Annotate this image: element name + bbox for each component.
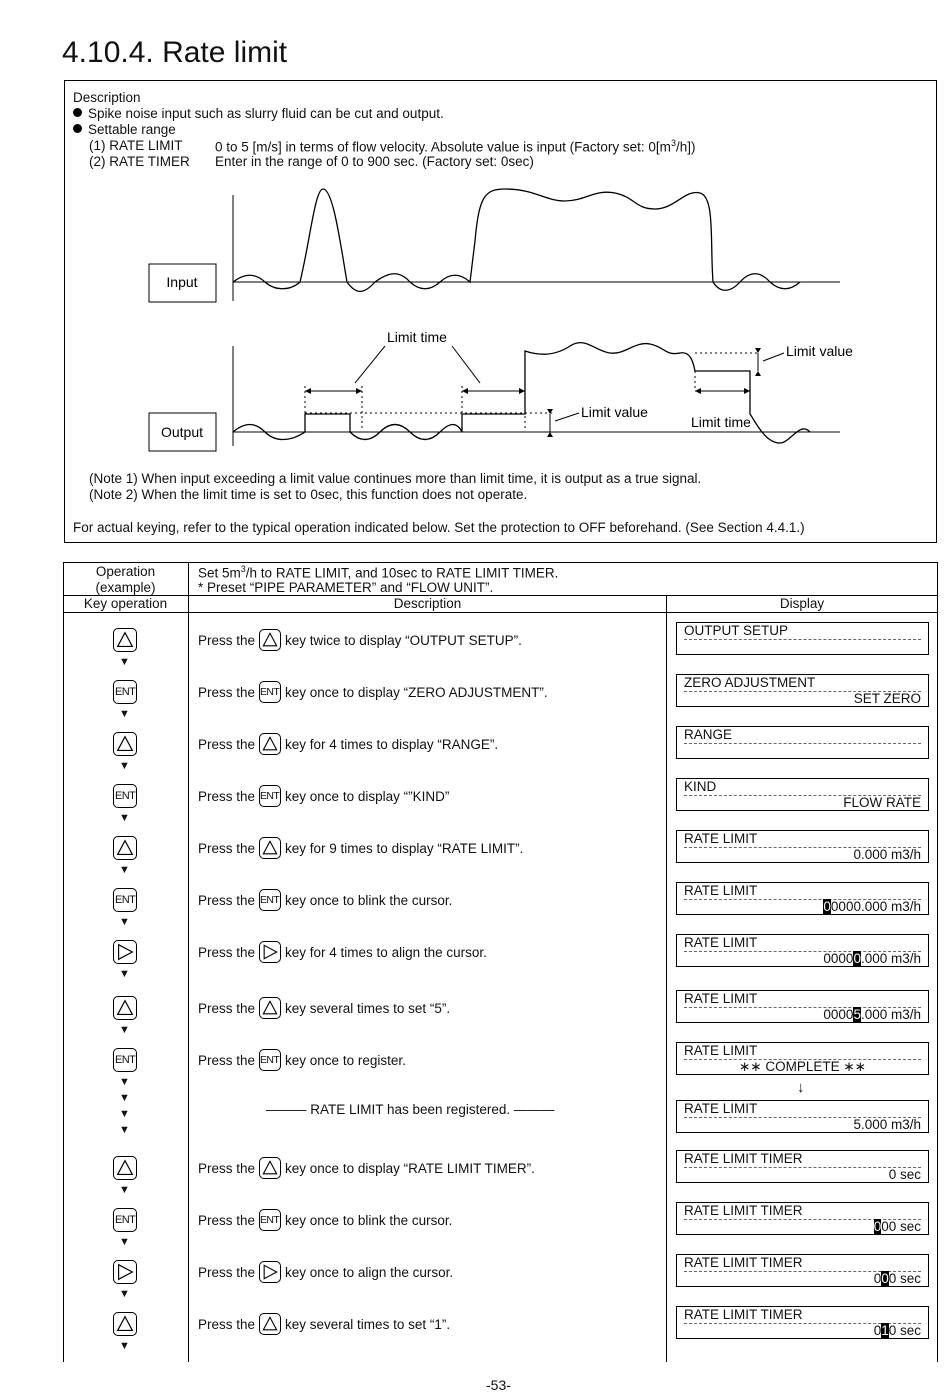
page-number: -53- (486, 1377, 511, 1393)
leader-line (763, 353, 784, 361)
step-arrow-icon: ▼ (119, 1024, 130, 1036)
limit-time-label: Limit time (387, 329, 447, 345)
limit-value-label: Limit value (581, 404, 648, 420)
cursor: 0 (881, 1271, 889, 1286)
lcd-display (676, 1100, 929, 1133)
step-description: Press the key twice to display “OUTPUT SETUP”. (198, 628, 522, 652)
page-title: 4.10.4. Rate limit (62, 36, 288, 69)
preset-text: * Preset “PIPE PARAMETER” and “FLOW UNIT”. (198, 580, 494, 595)
up-arrow-key-icon (259, 629, 281, 651)
step-arrow-icon: ▼ (119, 1124, 130, 1136)
bullet-icon (73, 108, 82, 117)
cursor: 0 (823, 899, 831, 914)
lcd-display (676, 1306, 929, 1339)
cursor: 5 (853, 1007, 861, 1022)
step-arrow-icon: ▼ (119, 916, 130, 928)
step-description: Press the key once to align the cursor. (198, 1260, 453, 1284)
step-description: Press the key several times to set “5”. (198, 996, 450, 1020)
display-line-1: RATE LIMIT (684, 1101, 921, 1118)
display-line-1: KIND (684, 779, 921, 796)
leader-line (452, 346, 480, 383)
step-description: Press the ENT key once to display “”KIND” (198, 784, 449, 808)
step-arrow-icon: ▼ (119, 864, 130, 876)
note-2: (Note 2) When the limit time is set to 0sec, this function does not operate. (89, 487, 528, 502)
display-line-2: 0.000 m3/h (853, 847, 921, 862)
up-arrow-key-icon (113, 1156, 137, 1180)
step-description: Press the ENT key once to blink the cursor. (198, 1208, 452, 1232)
display-line-2: FLOW RATE (843, 795, 921, 810)
up-arrow-key-icon (113, 732, 137, 756)
registered-note: ——— RATE LIMIT has been registered. ——— (266, 1102, 555, 1117)
col-key-operation: Key operation (83, 596, 168, 611)
table-border (63, 562, 938, 563)
display-line-2: ∗∗ COMPLETE ∗∗ (738, 1059, 866, 1074)
bullet-spike-noise: Spike noise input such as slurry fluid can be cut and output. (73, 106, 444, 121)
display-line-1: RATE LIMIT (684, 883, 921, 900)
display-line-1: RATE LIMIT TIMER (684, 1203, 921, 1220)
range-2-label: (2) RATE TIMER (89, 154, 190, 169)
step-arrow-icon: ▼ (119, 1236, 130, 1248)
step-description: Press the key several times to set “1”. (198, 1312, 450, 1336)
lcd-display (676, 830, 929, 863)
up-arrow-key-icon (113, 996, 137, 1020)
rate-limit-diagram (65, 181, 936, 481)
description-heading: Description (73, 90, 141, 105)
lcd-display (676, 1254, 929, 1287)
example-label: (example) (95, 580, 156, 595)
cursor: 1 (881, 1323, 889, 1338)
display-line-1: RANGE (684, 727, 921, 744)
display-line-1: ZERO ADJUSTMENT (684, 675, 921, 692)
table-border (63, 612, 938, 613)
leader-line (355, 346, 385, 383)
right-arrow-key-icon (259, 941, 281, 963)
input-label: Input (166, 274, 198, 290)
ent-key-icon: ENT (259, 681, 281, 703)
ent-key-icon: ENT (259, 1209, 281, 1231)
table-border (666, 595, 667, 1362)
step-arrow-icon: ▼ (119, 968, 130, 980)
cursor: 0 (873, 1219, 882, 1234)
up-arrow-key-icon (113, 836, 137, 860)
display-line-1: RATE LIMIT TIMER (684, 1151, 921, 1168)
lcd-display (676, 882, 929, 915)
step-arrow-icon: ▼ (119, 656, 130, 668)
up-arrow-key-icon (113, 1312, 137, 1336)
lcd-display (676, 622, 929, 655)
display-line-2: 0 sec (888, 1167, 921, 1182)
display-line-2: 00005.000 m3/h (823, 1007, 921, 1022)
ent-key-icon: ENT (259, 889, 281, 911)
table-border (937, 562, 938, 1362)
display-line-1: RATE LIMIT (684, 991, 921, 1008)
step-description: Press the ENT key once to display “ZERO ADJUSTMENT”. (198, 680, 548, 704)
display-line-2: 010 sec (873, 1323, 921, 1338)
col-display: Display (779, 596, 825, 611)
lcd-display (676, 1042, 929, 1075)
output-label: Output (160, 424, 204, 440)
down-arrow-icon: ↓ (797, 1079, 805, 1096)
ent-key-icon: ENT (113, 1048, 137, 1072)
step-arrow-icon: ▼ (119, 1108, 130, 1120)
step-arrow-icon: ▼ (119, 1092, 130, 1104)
up-arrow-key-icon (113, 628, 137, 652)
keying-note: For actual keying, refer to the typical operation indicated below. Set the protection to OFF beforehand. (See Section 4.4.1.) (73, 520, 805, 535)
ent-key-icon: ENT (113, 1208, 137, 1232)
input-signal (233, 189, 800, 291)
col-description: Description (393, 596, 462, 611)
ent-key-icon: ENT (113, 680, 137, 704)
display-line-2: 00000.000 m3/h (823, 899, 921, 914)
lcd-display (676, 1202, 929, 1235)
range-2-text: Enter in the range of 0 to 900 sec. (Factory set: 0sec) (215, 154, 534, 169)
table-border (63, 562, 64, 1362)
step-description: Press the key for 4 times to align the cursor. (198, 940, 487, 964)
right-arrow-key-icon (113, 1260, 137, 1284)
up-arrow-key-icon (259, 733, 281, 755)
up-arrow-key-icon (259, 997, 281, 1019)
step-arrow-icon: ▼ (119, 708, 130, 720)
lcd-display (676, 1150, 929, 1183)
step-arrow-icon: ▼ (119, 812, 130, 824)
description-box (64, 80, 937, 543)
step-arrow-icon: ▼ (119, 1076, 130, 1088)
step-arrow-icon: ▼ (119, 1288, 130, 1300)
table-border (188, 562, 189, 1362)
display-line-2: 00000.000 m3/h (823, 951, 921, 966)
cursor: 0 (853, 951, 861, 966)
bullet-icon (73, 124, 82, 133)
range-1-label: (1) RATE LIMIT (89, 138, 183, 153)
display-line-2: 5.000 m3/h (853, 1117, 921, 1132)
display-line-2: 000 sec (873, 1219, 921, 1234)
lcd-display (676, 726, 929, 759)
ent-key-icon: ENT (113, 784, 137, 808)
step-arrow-icon: ▼ (119, 760, 130, 772)
display-line-1: RATE LIMIT (684, 1043, 921, 1060)
display-line-1: RATE LIMIT (684, 831, 921, 848)
operation-text: Set $5m^3/h$ to RATE LIMIT, and 10sec to RATE LIMIT TIMER. (198, 564, 559, 581)
lcd-display (676, 674, 929, 707)
display-line-1: RATE LIMIT TIMER (684, 1255, 921, 1272)
up-arrow-key-icon (259, 837, 281, 859)
step-arrow-icon: ▼ (119, 1184, 130, 1196)
lcd-display (676, 934, 929, 967)
step-description: Press the ENT key once to register. (198, 1048, 406, 1072)
lcd-display (676, 990, 929, 1023)
limit-value-label-2: Limit value (786, 343, 853, 359)
ent-key-icon: ENT (259, 1049, 281, 1071)
display-line-2: 000 sec (873, 1271, 921, 1286)
step-description: Press the key for 9 times to display “RATE LIMIT”. (198, 836, 523, 860)
note-1: (Note 1) When input exceeding a limit value continues more than limit time, it is output as a true signal. (89, 471, 702, 486)
display-line-1: RATE LIMIT (684, 935, 921, 952)
bullet-settable-range: Settable range (73, 122, 176, 137)
ent-key-icon: ENT (259, 785, 281, 807)
step-description: Press the key for 4 times to display “RANGE”. (198, 732, 498, 756)
lcd-display (676, 778, 929, 811)
step-arrow-icon: ▼ (119, 1340, 130, 1352)
right-arrow-key-icon (113, 940, 137, 964)
step-description: Press the key once to display “RATE LIMIT TIMER”. (198, 1156, 535, 1180)
display-line-2: SET ZERO (853, 691, 921, 706)
display-line-1: RATE LIMIT TIMER (684, 1307, 921, 1324)
display-line-1: OUTPUT SETUP (684, 623, 921, 640)
ent-key-icon: ENT (113, 888, 137, 912)
up-arrow-key-icon (259, 1157, 281, 1179)
operation-label: Operation (95, 564, 156, 579)
step-description: Press the ENT key once to blink the cursor. (198, 888, 452, 912)
right-arrow-key-icon (259, 1261, 281, 1283)
leader-line (555, 413, 579, 421)
limit-time-label-2: Limit time (691, 414, 751, 430)
range-1-text: 0 to 5 [m/s] in terms of flow velocity. Absolute value is input (Factory set: $0[m^3/h]$) (215, 138, 696, 155)
up-arrow-key-icon (259, 1313, 281, 1335)
